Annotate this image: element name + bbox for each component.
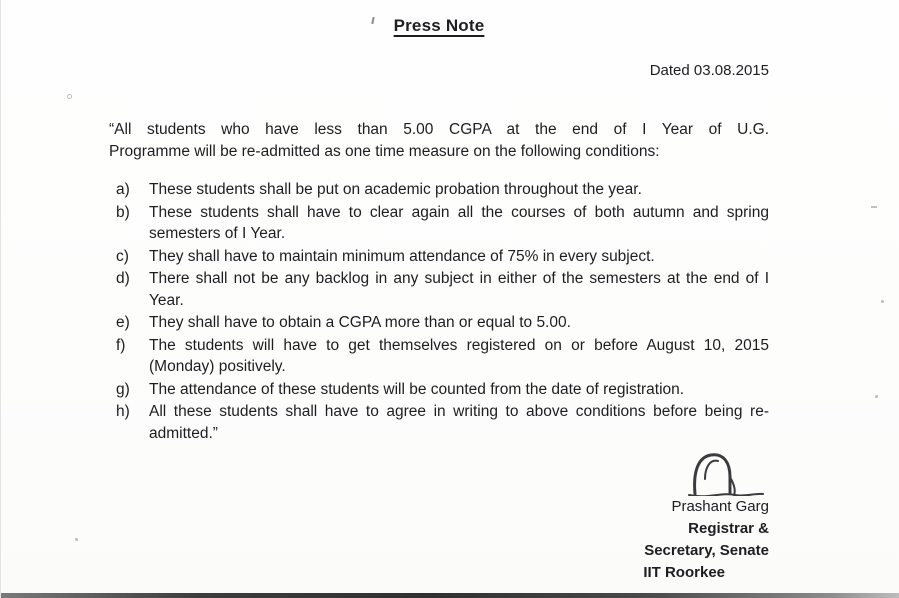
scan-speck bbox=[881, 300, 884, 303]
intro-line-2: Programme will be re-admitted as one time measure on the following conditions: bbox=[109, 143, 660, 160]
signatory-name: Prashant Garg bbox=[671, 498, 769, 515]
condition-item-g bbox=[116, 379, 769, 401]
scan-speck bbox=[75, 538, 78, 541]
intro-paragraph bbox=[109, 119, 769, 163]
document-content bbox=[1, 0, 899, 584]
condition-item-f bbox=[116, 335, 769, 378]
document-title-text: Press Note bbox=[393, 16, 485, 35]
condition-item-d bbox=[116, 268, 769, 311]
condition-item-a bbox=[116, 179, 769, 201]
scan-edge-artifact bbox=[1, 593, 899, 598]
condition-text: They shall have to maintain minimum attendance of 75% in every subject. bbox=[149, 247, 655, 265]
organization-name: IIT Roorkee bbox=[643, 564, 725, 581]
signatory-title-2: Secretary, Senate bbox=[644, 542, 769, 559]
condition-text: All these students shall have to agree in writing to above conditions before being re-admitted.” bbox=[149, 403, 769, 442]
document-title bbox=[109, 16, 769, 36]
scan-speck bbox=[871, 206, 877, 208]
condition-label: d) bbox=[116, 270, 130, 287]
scan-speck bbox=[875, 395, 878, 398]
condition-item-h bbox=[116, 401, 769, 444]
condition-label: b) bbox=[116, 203, 130, 221]
condition-label: g) bbox=[116, 380, 130, 398]
condition-label: h) bbox=[116, 403, 130, 420]
condition-label: f) bbox=[116, 336, 126, 354]
condition-text: There shall not be any backlog in any subject in either of the semesters at the end of I Year. bbox=[149, 270, 769, 309]
scan-speck bbox=[67, 94, 72, 99]
signature-mark-icon bbox=[685, 450, 765, 496]
condition-text: The attendance of these students will be counted from the date of registration. bbox=[149, 380, 685, 398]
condition-text: These students shall have to clear again all the courses of both autumn and spring semesters of I Year. bbox=[149, 203, 769, 242]
conditions-list bbox=[109, 179, 769, 444]
condition-item-b bbox=[116, 202, 769, 245]
condition-text: These students shall be put on academic probation throughout the year. bbox=[149, 181, 642, 198]
intro-line-1: “All students who have less than 5.00 CGPA at the end of I Year of U.G. bbox=[109, 121, 769, 138]
condition-item-e bbox=[116, 312, 769, 334]
condition-text: The students will have to get themselves registered on or before August 10, 2015 (Monday) positively. bbox=[149, 336, 769, 375]
signature bbox=[109, 450, 769, 584]
condition-label: e) bbox=[116, 314, 130, 331]
condition-item-c bbox=[116, 246, 769, 268]
condition-label: c) bbox=[116, 247, 129, 265]
condition-text: They shall have to obtain a CGPA more than or equal to 5.00. bbox=[149, 314, 571, 331]
dated-line: Dated 03.08.2015 bbox=[649, 62, 769, 79]
signatory-title-1: Registrar & bbox=[688, 520, 769, 537]
condition-label: a) bbox=[116, 181, 130, 198]
